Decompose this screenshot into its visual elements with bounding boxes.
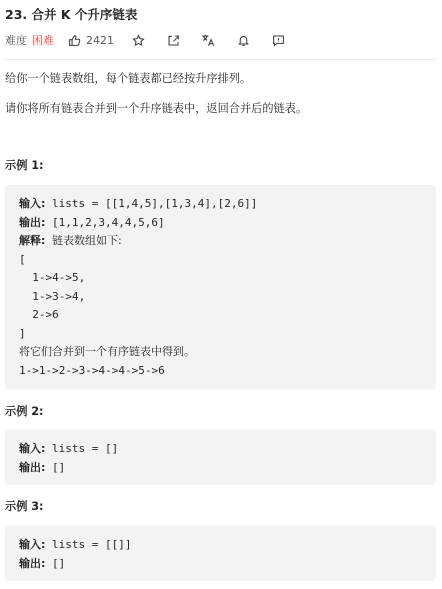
code-line: [ (19, 252, 26, 266)
example-code-block (5, 526, 436, 581)
explanation-note: 将它们合并到一个有序链表中得到。 (19, 345, 195, 358)
problem-title: 23. 合并 K 个升序链表 (5, 7, 138, 22)
explanation-label: 解释: (19, 234, 46, 247)
explanation-result: 1->1->2->3->4->4->5->6 (19, 363, 165, 377)
share-icon[interactable] (165, 32, 181, 48)
output-label: 输出: (19, 556, 46, 570)
star-icon[interactable] (130, 32, 146, 48)
like-count: 2421 (86, 33, 114, 47)
problem-header (5, 6, 437, 47)
code-line: 2->6 (19, 308, 59, 321)
example-heading: 示例 1: (5, 159, 44, 172)
description-paragraph: 给你一个链表数组，每个链表都已经按升序排列。 (5, 72, 252, 85)
thumbs-up-icon[interactable] (66, 32, 82, 48)
header-divider (5, 59, 437, 60)
problem-meta-bar (5, 30, 286, 50)
example-heading: 示例 2: (5, 405, 44, 418)
output-value: [] (52, 460, 66, 474)
description-paragraph: 请你将所有链表合并到一个升序链表中，返回合并后的链表。 (5, 102, 308, 115)
input-value: lists = [[1,4,5],[1,3,4],[2,6]] (52, 197, 258, 210)
code-line: 1->3->4, (19, 289, 86, 303)
explanation-text: 链表数组如下: (52, 234, 122, 247)
input-label: 输入: (19, 197, 46, 210)
translate-icon[interactable] (200, 32, 216, 48)
difficulty-label: 难度 (5, 34, 27, 47)
input-label: 输入: (19, 442, 46, 455)
output-label: 输出: (19, 460, 46, 474)
feedback-icon[interactable] (270, 32, 286, 48)
output-label: 输出: (19, 215, 46, 229)
difficulty-badge: 困难 (32, 34, 54, 47)
code-line: 1->4->5, (19, 271, 86, 284)
code-line: ] (19, 326, 26, 340)
bell-icon[interactable] (235, 32, 251, 48)
output-value: [] (52, 556, 66, 570)
output-value: [1,1,2,3,4,4,5,6] (52, 215, 165, 229)
input-value: lists = [] (52, 442, 119, 455)
input-label: 输入: (19, 538, 46, 551)
example-heading: 示例 3: (5, 500, 44, 513)
input-value: lists = [[]] (52, 538, 132, 551)
example-code-block (5, 430, 436, 485)
example-code-block (5, 185, 436, 390)
